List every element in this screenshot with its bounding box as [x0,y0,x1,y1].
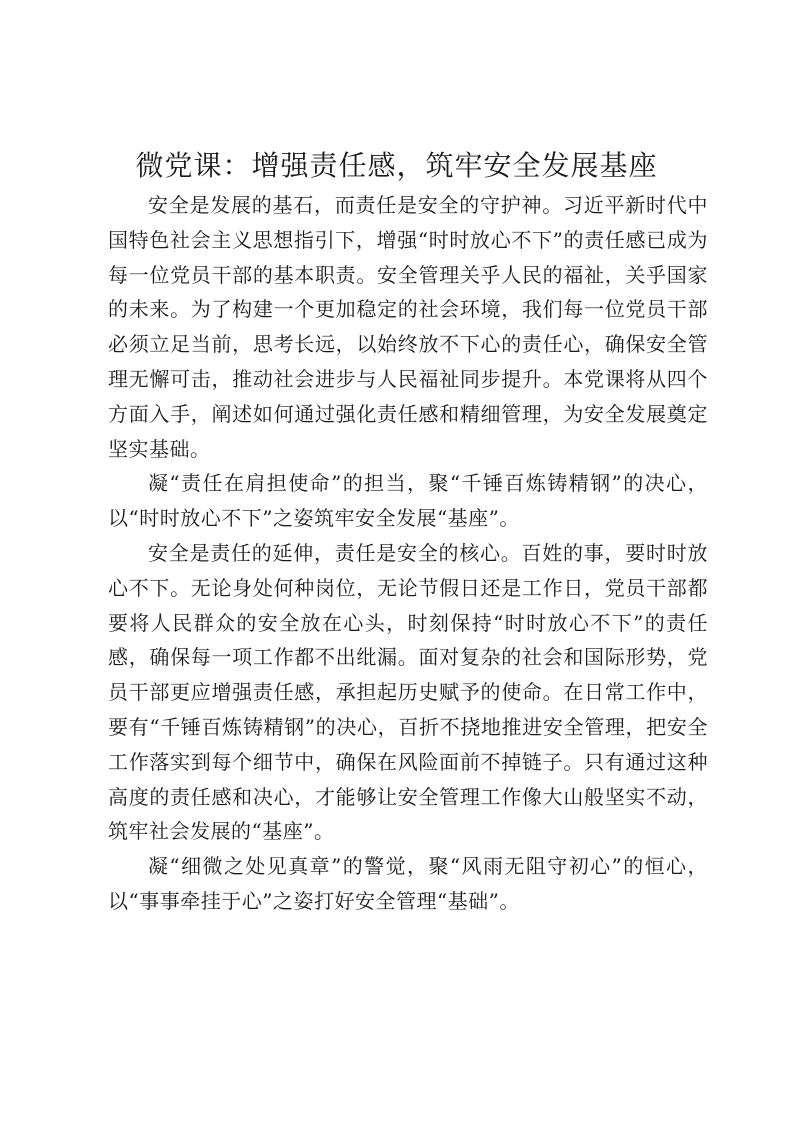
paragraph-intro: 安全是发展的基石，而责任是安全的守护神。习近平新时代中国特色社会主义思想指引下，增强“时时放心不下”的责任感已成为每一位党员干部的基本职责。安全管理关乎人民的福祉，关乎国家的未来。为了构建一个更加稳定的社会环境，我们每一位党员干部必须立足当前，思考长远，以始终放不下心的责任心，确保安全管理无懈可击，推动社会进步与人民福祉同步提升。本党课将从四个方面入手，阐述如何通过强化责任感和精细管理，为安全发展奠定坚实基础。 [108,193,708,461]
document-title: 微党课：增强责任感，筑牢安全发展基座 [135,149,658,182]
paragraph-section-1: 安全是责任的延伸，责任是安全的核心。百姓的事，要时时放心不下。无论身处何种岗位，无论节假日还是工作日，党员干部都要将人民群众的安全放在心头，时刻保持“时时放心不下”的责任感，确保每一项工作都不出纰漏。面对复杂的社会和国际形势，党员干部更应增强责任感，承担起历史赋予的使命。在日常工作中，要有“千锤百炼铸精钢”的决心，百折不挠地推进安全管理，把安全工作落实到每个细节中，确保在风险面前不掉链子。只有通过这种高度的责任感和决心，才能够让安全管理工作像大山般坚实不动，筑牢社会发展的“基座”。 [108,540,708,844]
paragraph-heading-2: 凝“细微之处见真章”的警觉，聚“风雨无阻守初心”的恒心，以“事事牵挂于心”之姿打好安全管理“基础”。 [108,854,708,913]
paragraph-heading-1: 凝“责任在肩担使命”的担当，聚“千锤百炼铸精钢”的决心，以“时时放心不下”之姿筑牢安全发展“基座”。 [108,471,708,531]
document-body [108,188,708,919]
